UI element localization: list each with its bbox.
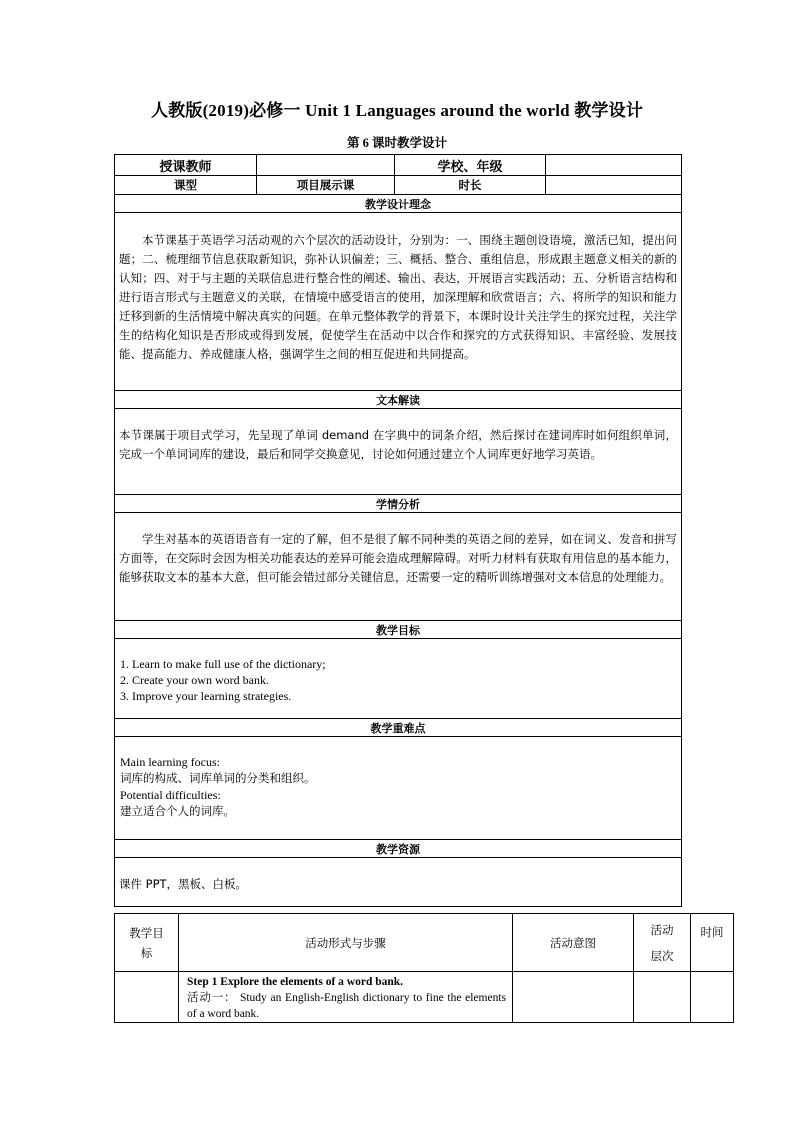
activity-time-header: 时间 [691, 914, 734, 972]
resources-heading: 教学资源 [115, 840, 682, 858]
text-analysis-heading: 文本解读 [115, 391, 682, 409]
step-title: Step 1 Explore the elements of a word bank. [187, 976, 404, 988]
activity-objective-cell [115, 972, 179, 1023]
difficulty-label: Potential difficulties: [120, 788, 221, 802]
focus-cell [115, 737, 682, 840]
focus-label: Main learning focus: [120, 755, 220, 769]
objectives-cell [115, 639, 682, 719]
objective-item: 3. Improve your learning strategies. [120, 689, 292, 703]
objective-item: 1. Learn to make full use of the dictionary; [120, 657, 326, 671]
activity-intent-cell [513, 972, 634, 1023]
activity-intent-header: 活动意图 [513, 914, 634, 972]
resources-cell [115, 858, 682, 907]
focus-text: 词库的构成、词库单词的分类和组织。 [120, 771, 316, 785]
lesson-type-value: 项目展示课 [257, 176, 395, 195]
school-grade-label: 学校、年级 [395, 155, 546, 176]
teacher-value [257, 155, 395, 176]
objectives-heading: 教学目标 [115, 621, 682, 639]
difficulty-text: 建立适合个人的词库。 [120, 804, 235, 818]
duration-value [546, 176, 682, 195]
lesson-plan-table [114, 154, 682, 907]
activity-step-cell [179, 972, 513, 1023]
step-description: 活动一： Study an English-English dictionary to fine the elements of a word bank. [187, 992, 506, 1020]
activity-time-cell [691, 972, 734, 1023]
philosophy-text: 本节课基于英语学习活动观的六个层次的活动设计，分别为：一、围绕主题创设语境，激活已知，提出问题；二、梳理细节信息获取新知识，弥补认识偏差；三、概括、整合、重组信息，形成跟主题意义相关的新的认知；四、对于与主题的关联信息进行整合性的阐述、输出、表达，开展语言实践活动；五、分析语言结构和进行语言形式与主题意义的关联，在情境中感受语言的使用，加深理解和欣赏语言；六、将所学的知识和能力迁移到新的生活情境中解决真实的问题。在单元整体教学的背景下，本课时设计关注学生的探究过程，关注学生的结构化知识是否形成或得到发展，促使学生在活动中以合作和探究的方式获得知识、丰富经验、发展技能、提高能力、养成健康人格，强调学生之间的相互促进和共同提高。 [119, 233, 677, 361]
document-subtitle: 第 6 课时教学设计 [346, 136, 447, 150]
activity-level-header: 活动层次 [634, 914, 691, 972]
lesson-type-label: 课型 [115, 176, 257, 195]
document-title: 人教版(2019)必修一 Unit 1 Languages around the world 教学设计 [150, 101, 644, 120]
duration-label: 时长 [395, 176, 546, 195]
learner-analysis-heading: 学情分析 [115, 495, 682, 513]
resources-text: 课件 PPT，黑板、白板。 [119, 877, 248, 891]
activity-table [114, 913, 734, 1023]
teacher-label: 授课教师 [115, 155, 257, 176]
learner-analysis-cell [115, 513, 682, 621]
text-analysis-cell [115, 409, 682, 495]
activity-level-cell [634, 972, 691, 1023]
focus-heading: 教学重难点 [115, 719, 682, 737]
philosophy-heading: 教学设计理念 [115, 195, 682, 213]
philosophy-cell [115, 213, 682, 391]
activity-objective-header: 教学目标 [115, 914, 179, 972]
activity-steps-header: 活动形式与步骤 [179, 914, 513, 972]
objective-item: 2. Create your own word bank. [120, 673, 269, 687]
learner-analysis-text: 学生对基本的英语语音有一定的了解，但不是很了解不同种类的英语之间的差异，如在词义、发音和拼写方面等，在交际时会因为相关功能表达的差异可能会造成理解障碍。对听力材料有获取有用信息的基本能力，能够获取文本的基本大意，但可能会错过部分关键信息，还需要一定的精听训练增强对文本信息的处理能力。 [119, 532, 677, 584]
school-grade-value [546, 155, 682, 176]
text-analysis-text: 本节课属于项目式学习，先呈现了单词 demand 在字典中的词条介绍，然后探讨在建词库时如何组织单词，完成一个单词词库的建设，最后和同学交换意见，讨论如何通过建立个人词库更好地学习英语。 [119, 428, 677, 461]
